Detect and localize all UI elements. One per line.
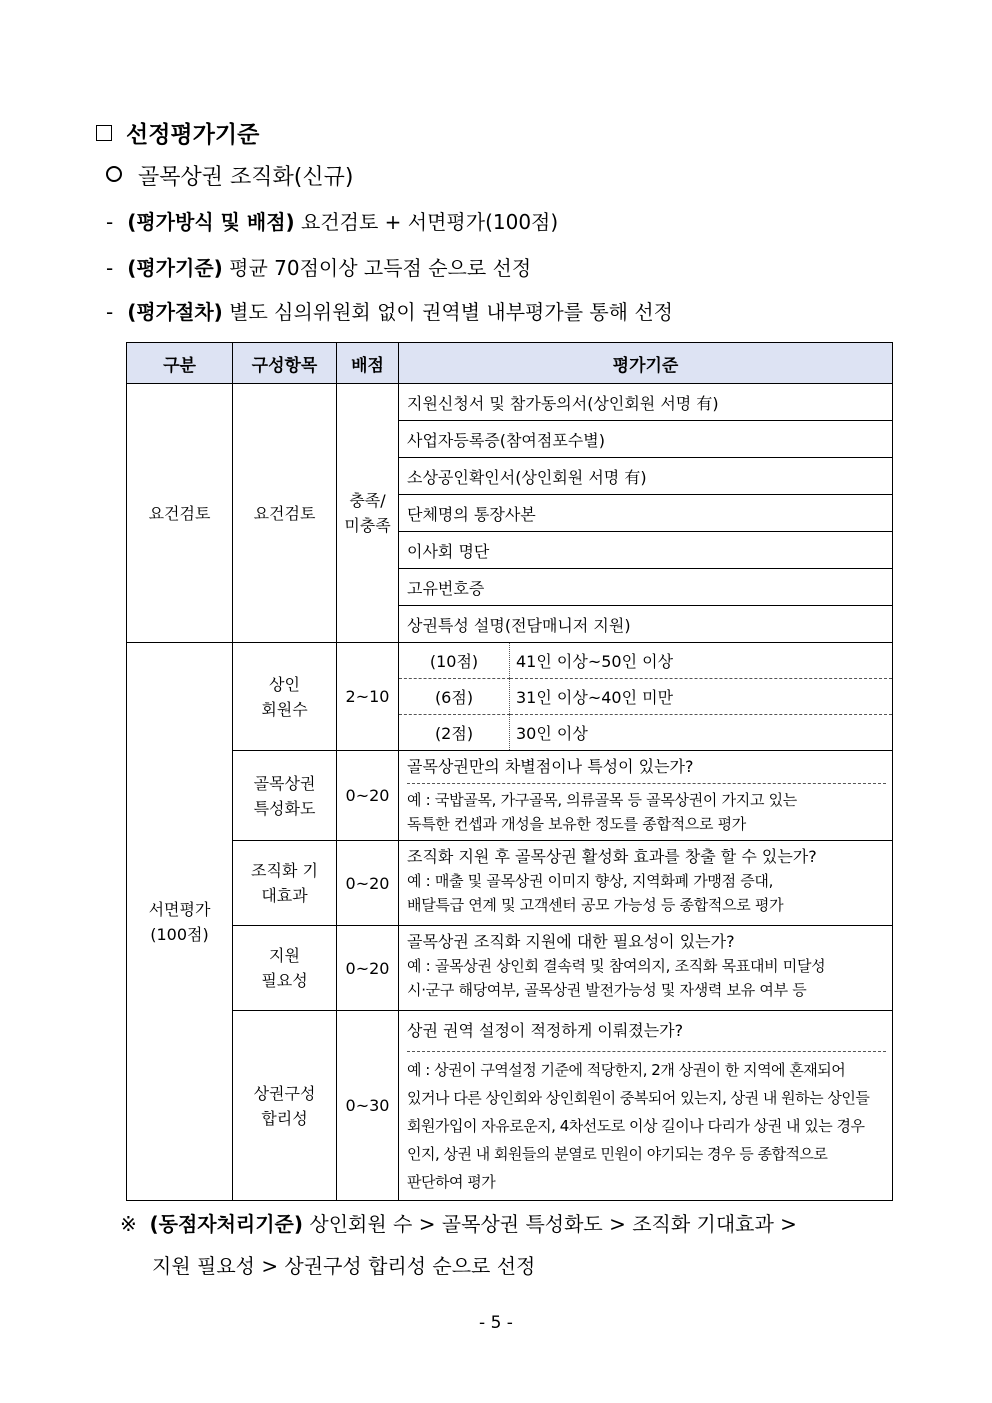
criteria-example: 있거나 다른 상인회와 상인회원이 중복되어 있는지, 상권 내 원하는 상인들	[407, 1089, 870, 1107]
criteria-cell: 고유번호증	[399, 569, 893, 606]
criteria-example: 배달특급 연계 및 고객센터 공모 가능성 등 종합적으로 평가	[407, 896, 784, 914]
item-requirement: 요건검토	[233, 384, 337, 643]
table-row	[127, 643, 893, 751]
tie-break-note	[120, 1208, 797, 1237]
item-members: 상인 회원수	[233, 643, 337, 751]
bullet-label: (평가방식 및 배점)	[127, 210, 295, 234]
table-row	[127, 841, 893, 926]
criteria-cell: 상권특성 설명(전담매니저 지원)	[399, 606, 893, 643]
necessity-criteria	[399, 926, 893, 1011]
tie-break-note-continued: 지원 필요성 > 상권구성 합리성 순으로 선정	[152, 1254, 536, 1278]
header-item: 구성항목	[233, 343, 337, 384]
criteria-cell: 단체명의 통장사본	[399, 495, 893, 532]
reference-mark: ※	[120, 1212, 137, 1236]
criteria-question: 상권 권역 설정이 적정하게 이뤄졌는가?	[407, 1015, 886, 1052]
table-row	[399, 715, 892, 751]
score-necessity: 0~20	[337, 926, 399, 1011]
page-number: - 5 -	[479, 1313, 513, 1333]
category-written-points: (100점)	[150, 924, 209, 944]
criteria-cell: 소상공인확인서(상인회원 서명 有)	[399, 458, 893, 495]
table-row	[399, 643, 892, 679]
category-written	[127, 643, 233, 1201]
criteria-example: 회원가입이 자유로운지, 4차선도로 이상 길이나 다리가 상권 내 있는 경우	[407, 1117, 865, 1135]
subsection-heading-text: 골목상권 조직화(신규)	[138, 165, 354, 190]
bullet-text: 요건검토 + 서면평가(100점)	[301, 210, 559, 234]
criteria-example: 예 : 상권이 구역설정 기준에 적당한지, 2개 상권이 한 지역에 혼재되어	[407, 1061, 846, 1079]
section-heading	[96, 116, 259, 149]
header-score: 배점	[337, 343, 399, 384]
criteria-question: 골목상권만의 차별점이나 특성이 있는가?	[407, 755, 886, 784]
note-label: (동점자처리기준)	[149, 1212, 304, 1236]
bullet-label: (평가기준)	[127, 256, 223, 280]
criteria-cell: 지원신청서 및 참가동의서(상인회원 서명 有)	[399, 384, 893, 421]
criteria-example: 예 : 국밥골목, 가구골목, 의류골목 등 골목상권이 가지고 있는	[407, 791, 797, 809]
item-composition: 상권구성 합리성	[233, 1011, 337, 1201]
criteria-example: 시·군구 해당여부, 골목상권 발전가능성 및 자생력 보유 여부 등	[407, 981, 807, 999]
circle-bullet-icon	[106, 166, 122, 182]
bullet-text: 별도 심의위원회 없이 권역별 내부평가를 통해 선정	[229, 300, 674, 324]
bullet-item: - (평가기준) 평균 70점이상 고득점 순으로 선정	[106, 256, 532, 280]
criteria-question: 골목상권 조직화 지원에 대한 필요성이 있는가?	[407, 932, 735, 951]
score-effect: 0~20	[337, 841, 399, 926]
header-criteria: 평가기준	[399, 343, 893, 384]
evaluation-criteria-table	[126, 342, 893, 1201]
criteria-cell: 이사회 명단	[399, 532, 893, 569]
bullet-text: 평균 70점이상 고득점 순으로 선정	[229, 256, 532, 280]
members-score: (10점)	[399, 643, 510, 679]
bullet-label: (평가절차)	[127, 300, 223, 324]
score-composition: 0~30	[337, 1011, 399, 1201]
bullet-item: - (평가방식 및 배점) 요건검토 + 서면평가(100점)	[106, 210, 559, 234]
table-row	[127, 926, 893, 1011]
note-text-line1: 상인회원 수 > 골목상권 특성화도 > 조직화 기대효과 >	[309, 1212, 797, 1236]
criteria-example: 독특한 컨셉과 개성을 보유한 정도를 종합적으로 평가	[407, 815, 746, 833]
members-score: (6점)	[399, 679, 510, 715]
members-desc: 30인 이상	[516, 724, 588, 743]
criteria-example: 판단하여 평가	[407, 1173, 496, 1191]
item-effect: 조직화 기대효과	[233, 841, 337, 926]
criteria-cell: 사업자등록증(참여점포수별)	[399, 421, 893, 458]
composition-criteria	[399, 1011, 893, 1201]
members-desc: 31인 이상~40인 미만	[510, 679, 893, 715]
header-category: 구분	[127, 343, 233, 384]
criteria-example: 예 : 매출 및 골목상권 이미지 향상, 지역화폐 가맹점 증대,	[407, 872, 774, 890]
members-score: (2점)	[399, 715, 510, 751]
section-heading-text: 선정평가기준	[126, 122, 260, 148]
table-row	[399, 679, 892, 715]
score-requirement: 충족/미충족	[337, 384, 399, 643]
item-necessity: 지원 필요성	[233, 926, 337, 1011]
checkbox-square-icon	[96, 125, 112, 141]
members-criteria	[399, 643, 893, 751]
effect-criteria	[399, 841, 893, 926]
score-members: 2~10	[337, 643, 399, 751]
table-row	[127, 751, 893, 841]
table-header-row	[127, 343, 893, 384]
subsection-heading	[106, 160, 353, 191]
criteria-example: 인지, 상권 내 회원들의 분열로 민원이 야기되는 경우 등 종합적으로	[407, 1145, 828, 1163]
members-desc: 41인 이상~50인 이상	[510, 643, 893, 679]
members-score-table	[399, 643, 892, 750]
category-requirement: 요건검토	[127, 384, 233, 643]
specialization-criteria	[399, 751, 893, 841]
table-row	[127, 384, 893, 421]
category-written-label: 서면평가	[148, 899, 211, 919]
criteria-question: 조직화 지원 후 골목상권 활성화 효과를 창출 할 수 있는가?	[407, 847, 817, 866]
item-specialization: 골목상권 특성화도	[233, 751, 337, 841]
bullet-item: - (평가절차) 별도 심의위원회 없이 권역별 내부평가를 통해 선정	[106, 300, 674, 324]
score-specialization: 0~20	[337, 751, 399, 841]
criteria-example: 예 : 골목상권 상인회 결속력 및 참여의지, 조직화 목표대비 미달성	[407, 957, 826, 975]
table-row	[127, 1011, 893, 1201]
